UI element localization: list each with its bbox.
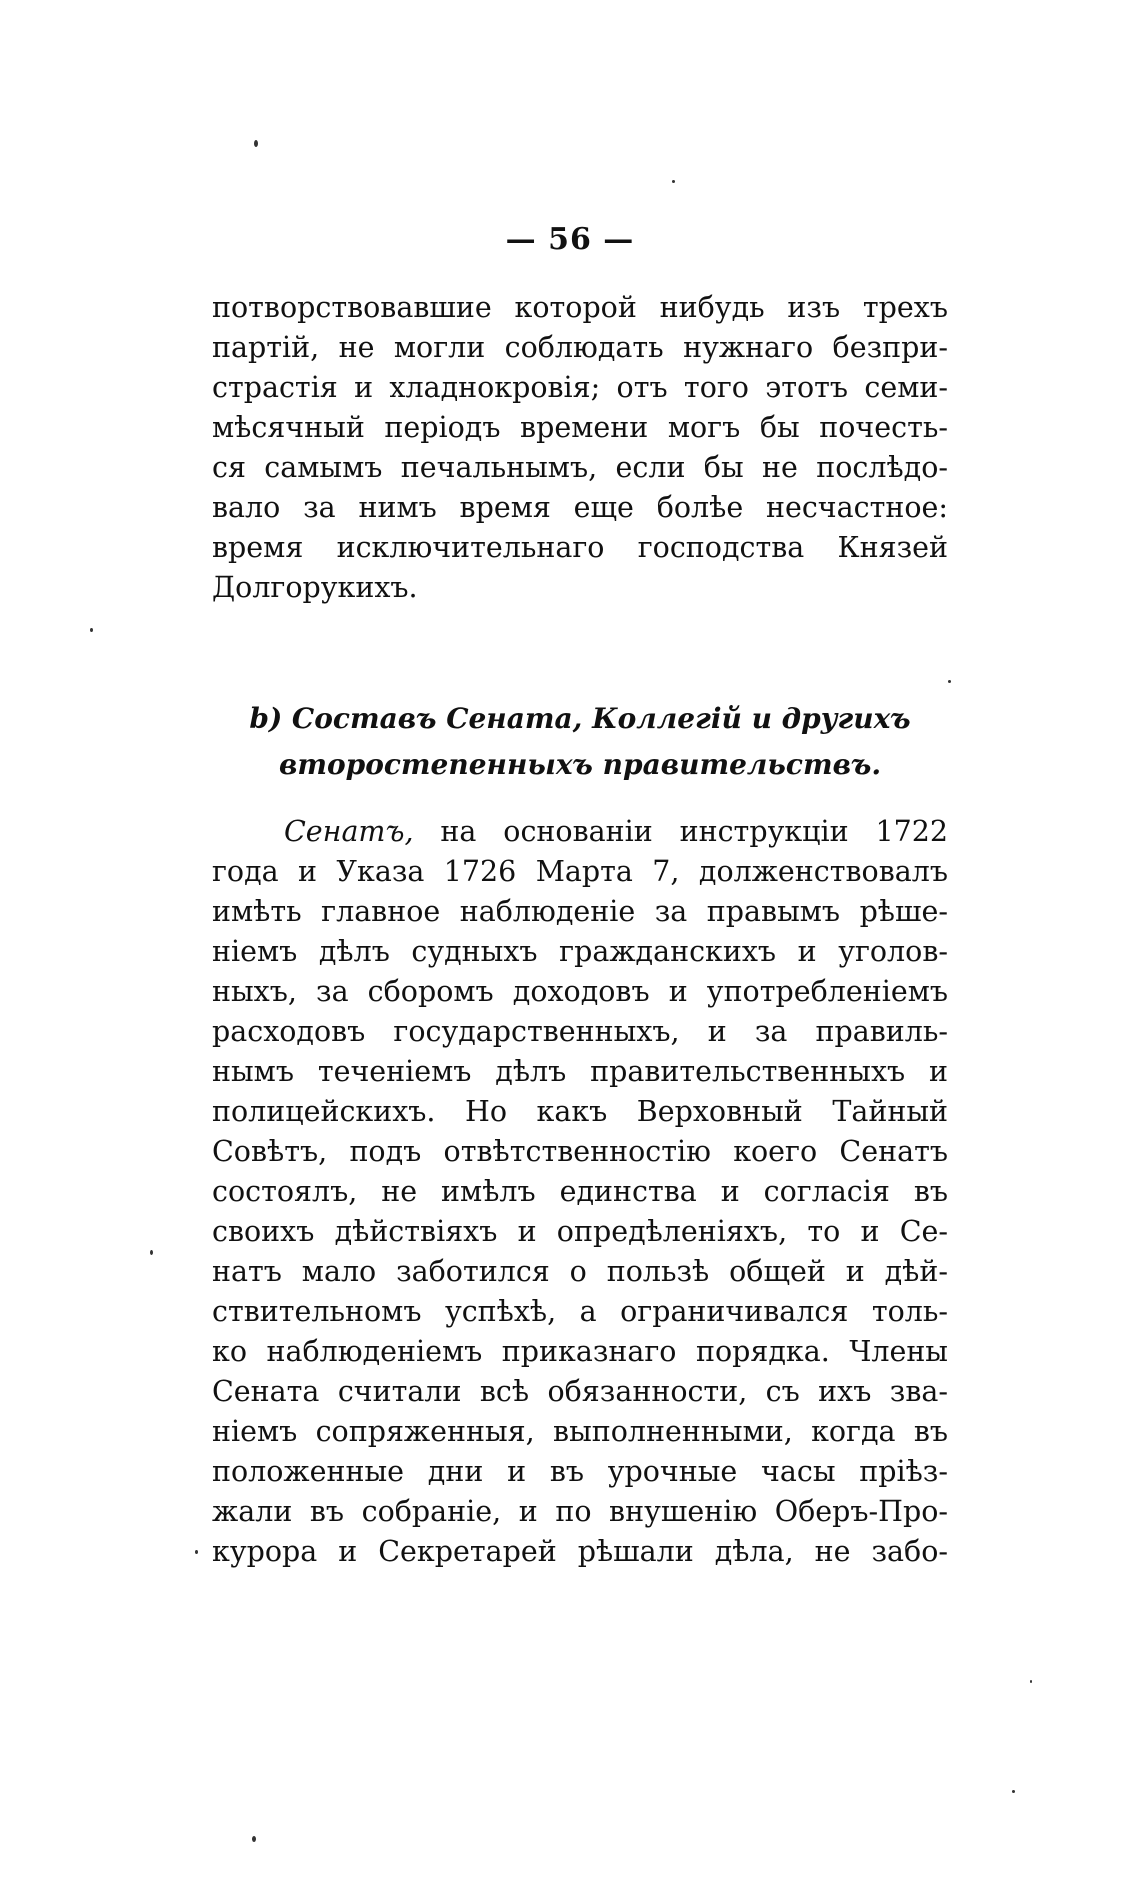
text-line: полицейскихъ. Но какъ Верховный Тайный — [212, 1095, 948, 1128]
text-line: страстія и хладнокровія; отъ того этотъ семи- — [212, 371, 948, 404]
scan-speck — [150, 1250, 153, 1255]
text-line: мѣсячный періодъ времени могъ бы почесть- — [212, 411, 948, 444]
paragraph-continuation — [212, 288, 948, 608]
section-heading-line: b) Составъ Сената, Коллегій и другихъ — [249, 702, 911, 735]
scan-speck — [195, 1550, 198, 1554]
text-line: потворствовавшие которой нибудь изъ трехъ — [212, 291, 948, 324]
text-line: Долгорукихъ. — [212, 571, 418, 604]
text-line: жали въ собраніе, и по внушенію Оберъ-Про- — [212, 1495, 948, 1528]
lead-word: Сенатъ, — [284, 815, 414, 848]
text-line: состоялъ, не имѣлъ единства и согласія въ — [212, 1175, 948, 1208]
text-line: ніемъ дѣлъ судныхъ гражданскихъ и уголов- — [212, 935, 948, 968]
text-line: года и Указа 1726 Марта 7, долженствовалъ — [212, 855, 948, 888]
page-number: — 56 — — [505, 222, 635, 257]
text-line: натъ мало заботился о пользѣ общей и дѣй- — [212, 1255, 948, 1288]
text-line: партій, не могли соблюдать нужнаго безпри- — [212, 331, 948, 364]
text-line — [212, 812, 948, 852]
text-line: вало за нимъ время еще болѣе несчастное: — [212, 491, 948, 524]
text-line: своихъ дѣйствіяхъ и опредѣленіяхъ, то и Се- — [212, 1215, 948, 1248]
scan-speck — [254, 140, 258, 147]
text-line: ся самымъ печальнымъ, если бы не послѣдо- — [212, 451, 948, 484]
scan-speck — [252, 1836, 256, 1842]
section-heading — [212, 696, 948, 788]
text-line: ніемъ сопряженныя, выполненными, когда въ — [212, 1415, 948, 1448]
text-line: ко наблюденіемъ приказнаго порядка. Члены — [212, 1335, 948, 1368]
paragraph-senate — [212, 812, 948, 1572]
text-line: положенные дни и въ урочные часы пріѣз- — [212, 1455, 948, 1488]
scan-speck — [948, 680, 951, 683]
scan-speck — [90, 628, 93, 632]
text-line: имѣть главное наблюденіе за правымъ рѣше- — [212, 895, 948, 928]
text-line: курора и Секретарей рѣшали дѣла, не забо- — [212, 1535, 948, 1568]
text-line: ныхъ, за сборомъ доходовъ и употребленіемъ — [212, 975, 948, 1008]
text-line: ствительномъ успѣхѣ, а ограничивался толь- — [212, 1295, 948, 1328]
text-line: Совѣтъ, подъ отвѣтственностію коего Сенатъ — [212, 1135, 948, 1168]
text-line: нымъ теченіемъ дѣлъ правительственныхъ и — [212, 1055, 948, 1088]
section-heading-line: второстепенныхъ правительствъ. — [278, 748, 882, 781]
text-line: Сената считали всѣ обязанности, съ ихъ зва- — [212, 1375, 948, 1408]
first-line-rest: на основаніи инструкціи 1722 — [440, 815, 948, 848]
text-line: время исключительнаго господства Князей — [212, 531, 948, 564]
scan-speck — [1012, 1790, 1015, 1793]
text-line: расходовъ государственныхъ, и за правиль- — [212, 1015, 948, 1048]
scan-speck — [672, 180, 675, 183]
scan-speck — [1030, 1680, 1032, 1683]
